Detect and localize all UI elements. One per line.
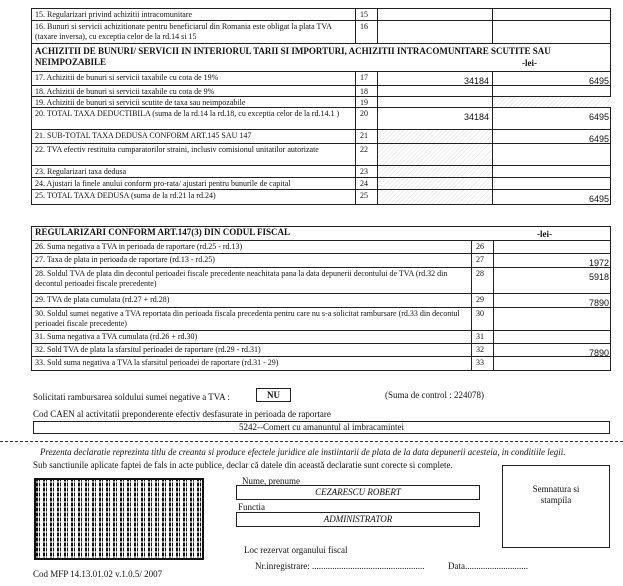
tva-value: 6495: [588, 76, 609, 86]
row-number: 33: [476, 358, 484, 367]
row-number: 29: [476, 295, 484, 304]
row-number: 22: [360, 145, 368, 154]
table-row: [32, 72, 610, 86]
shaded-cell: [377, 190, 492, 204]
table-row: [32, 166, 610, 178]
shaded-cell: [492, 97, 612, 107]
name-field[interactable]: CEZARESCU ROBERT: [236, 485, 480, 500]
table-row: [32, 86, 610, 97]
control-sum: (Suma de control : 224078): [385, 390, 484, 400]
table-section-2: [31, 43, 611, 205]
row-number: 26: [476, 242, 484, 251]
row-label: 30. Soldul sumei negative a TVA reportata din perioada fiscala precedenta pentru care nu s-a solicitat rambursare (rd.33 din decontul perioadei fiscale precedente): [35, 309, 460, 328]
reserved-label: Loc rezervat organului fiscal: [244, 545, 348, 555]
row-number: 19: [360, 98, 368, 107]
name-label: Nume, prenume: [242, 476, 300, 486]
stamp-box: [502, 465, 610, 548]
row-number: 32: [476, 345, 484, 354]
table-section-1: [31, 8, 611, 44]
refund-answer-box[interactable]: NU: [256, 388, 291, 402]
table-row: [32, 21, 610, 43]
row-number: 20: [360, 109, 368, 118]
row-label: 15. Regularizari privind achizitii intracomunitare: [35, 10, 193, 19]
tva-value: 7890: [588, 348, 609, 358]
row-label: 23. Regularizari taxa dedusa: [35, 167, 127, 176]
row-number: 18: [360, 87, 368, 96]
stamp-label: Semnatura si stampila: [532, 484, 580, 505]
row-label: 26. Suma negativa a TVA in perioada de raportare (rd.25 - rd.13): [35, 242, 243, 251]
table-row: [32, 9, 610, 21]
section-header: [32, 44, 610, 72]
row-label: 16. Bunuri si servicii achizitionate pentru beneficiarul din Romania este obligat la plata TVA (taxare inversa), cu exceptia celor de la rd.14 si 15: [35, 22, 332, 41]
row-label: 22. TVA efectiv restituita cumparatorilor straini, inclusiv comisionul unitatilor autorizate: [35, 145, 319, 154]
tva-value: 1972: [588, 258, 609, 268]
row-number: 28: [476, 269, 484, 278]
registration-date: Data............................: [448, 561, 528, 571]
tva-value: 6495: [588, 134, 609, 144]
tva-value: 6495: [588, 194, 609, 204]
table-row: [32, 144, 610, 166]
row-number: 30: [476, 309, 484, 318]
unit-label: -lei-: [522, 58, 537, 68]
row-number: 21: [360, 131, 368, 140]
function-label: Functia: [238, 502, 265, 512]
row-label: 32. Sold TVA de plata la sfarsitul perioadei de raportare (rd.29 - rd.31): [35, 345, 261, 354]
tva-value: 5918: [588, 272, 609, 282]
row-number: 27: [476, 255, 484, 264]
table-row: [32, 178, 610, 190]
separator: [0, 441, 623, 442]
table-row: [32, 344, 610, 357]
row-number: 31: [476, 332, 484, 341]
table-row: [32, 130, 610, 144]
table-row: [32, 357, 610, 370]
form-code: Cod MFP 14.13.01.02 v.1.0.5/ 2007: [33, 569, 163, 579]
tva-value: 7890: [588, 298, 609, 308]
row-label: 33. Sold suma negativa a TVA la sfarsitul perioadei de raportare (rd.31 - 29): [35, 358, 279, 367]
table-row: [32, 108, 610, 130]
table-section-3: [31, 226, 611, 371]
row-number: 15: [360, 10, 368, 19]
row-label: 25. TOTAL TAXA DEDUSA (suma de la rd.21 la rd.24): [35, 191, 216, 200]
tva-cell: [492, 9, 612, 20]
row-number: 23: [360, 167, 368, 176]
table-row: [32, 97, 610, 108]
shaded-cell: [377, 130, 492, 143]
row-label: 18. Achizitii de bunuri si servicii taxabile cu cota de 9%: [35, 87, 215, 96]
table-row: [32, 268, 610, 294]
function-field[interactable]: ADMINISTRATOR: [236, 512, 480, 527]
row-number: 16: [360, 22, 368, 31]
table-row: [32, 308, 610, 331]
declaration-line-1: Prezenta declaratie reprezinta titlu de creanta si produce efectele juridice ale instiintarii de plata de la data depunerii acesteia, in conditiile legii.: [40, 447, 566, 457]
row-label: 17. Achizitii de bunuri si servicii taxabile cu cota de 19%: [35, 73, 219, 82]
section-title: REGULARIZARI CONFORM ART.147(3) DIN CODUL FISCAL: [35, 227, 291, 237]
section-title: ACHIZITII DE BUNURI/ SERVICII IN INTERIORUL TARII SI IMPORTURI, ACHIZITII INTRACOMUNITARE SCUTITE SAU NEIMPOZABILE: [35, 46, 551, 67]
row-label: 19. Achizitii de bunuri si servicii scutite de taxa sau neimpozabile: [35, 98, 246, 107]
base-value: 34184: [463, 112, 489, 122]
table-row: [32, 190, 610, 204]
section-header: [32, 227, 610, 241]
table-row: [32, 254, 610, 268]
shaded-cell: [377, 166, 492, 177]
row-label: 20. TOTAL TAXA DEDUCTIBILA (suma de la rd.14 la rd.18, cu exceptia celor de la rd.14.1 ): [35, 109, 340, 118]
row-label: 29. TVA de plata cumulata (rd.27 + rd.28): [35, 295, 170, 304]
base-value: 34184: [463, 76, 489, 86]
table-row: [32, 294, 610, 308]
declaration-line-2: Sub sanctiunile aplicate faptei de fals in acte publice, declar că datele din această declaratie sunt corecte si complete.: [33, 460, 453, 470]
tva-cell: [492, 21, 612, 43]
row-label: 28. Soldul TVA de plata din decontul perioadei fiscale precedente neachitata pana la data depunerii decontului de TVA (rd.32 din decontul perioadei fiscale precedente): [35, 269, 448, 288]
barcode: [34, 478, 204, 560]
row-number: 25: [360, 191, 368, 200]
row-label: 27. Taxa de plata in perioada de raportare (rd.13 - rd.25): [35, 255, 215, 264]
row-label: 24. Ajustari la finele anului conform pro-rata/ ajustari pentru bunurile de capital: [35, 179, 291, 188]
row-number: 24: [360, 179, 368, 188]
shaded-cell: [377, 144, 492, 165]
refund-label: Solicitati rambursarea soldului sumei negative a TVA :: [33, 392, 230, 402]
registration-number: Nr.inregistrare: ..................................................: [255, 561, 425, 571]
caen-field[interactable]: 5242--Comert cu amanuntul al imbracamintei: [33, 421, 610, 434]
row-label: 21. SUB-TOTAL TAXA DEDUSA CONFORM ART.145 SAU 147: [35, 131, 252, 140]
table-row: [32, 241, 610, 254]
row-label: 31. Suma negativa a TVA cumulata (rd.26 + rd.30): [35, 332, 198, 341]
shaded-cell: [377, 178, 492, 189]
unit-label: -lei-: [537, 229, 552, 239]
base-cell: [377, 21, 492, 43]
tva-value: 6495: [588, 112, 609, 122]
base-cell: [377, 9, 492, 20]
caen-label: Cod CAEN al activitatii preponderente efectiv desfasurate in perioada de raportare: [33, 409, 331, 419]
table-row: [32, 331, 610, 344]
row-number: 17: [360, 73, 368, 82]
